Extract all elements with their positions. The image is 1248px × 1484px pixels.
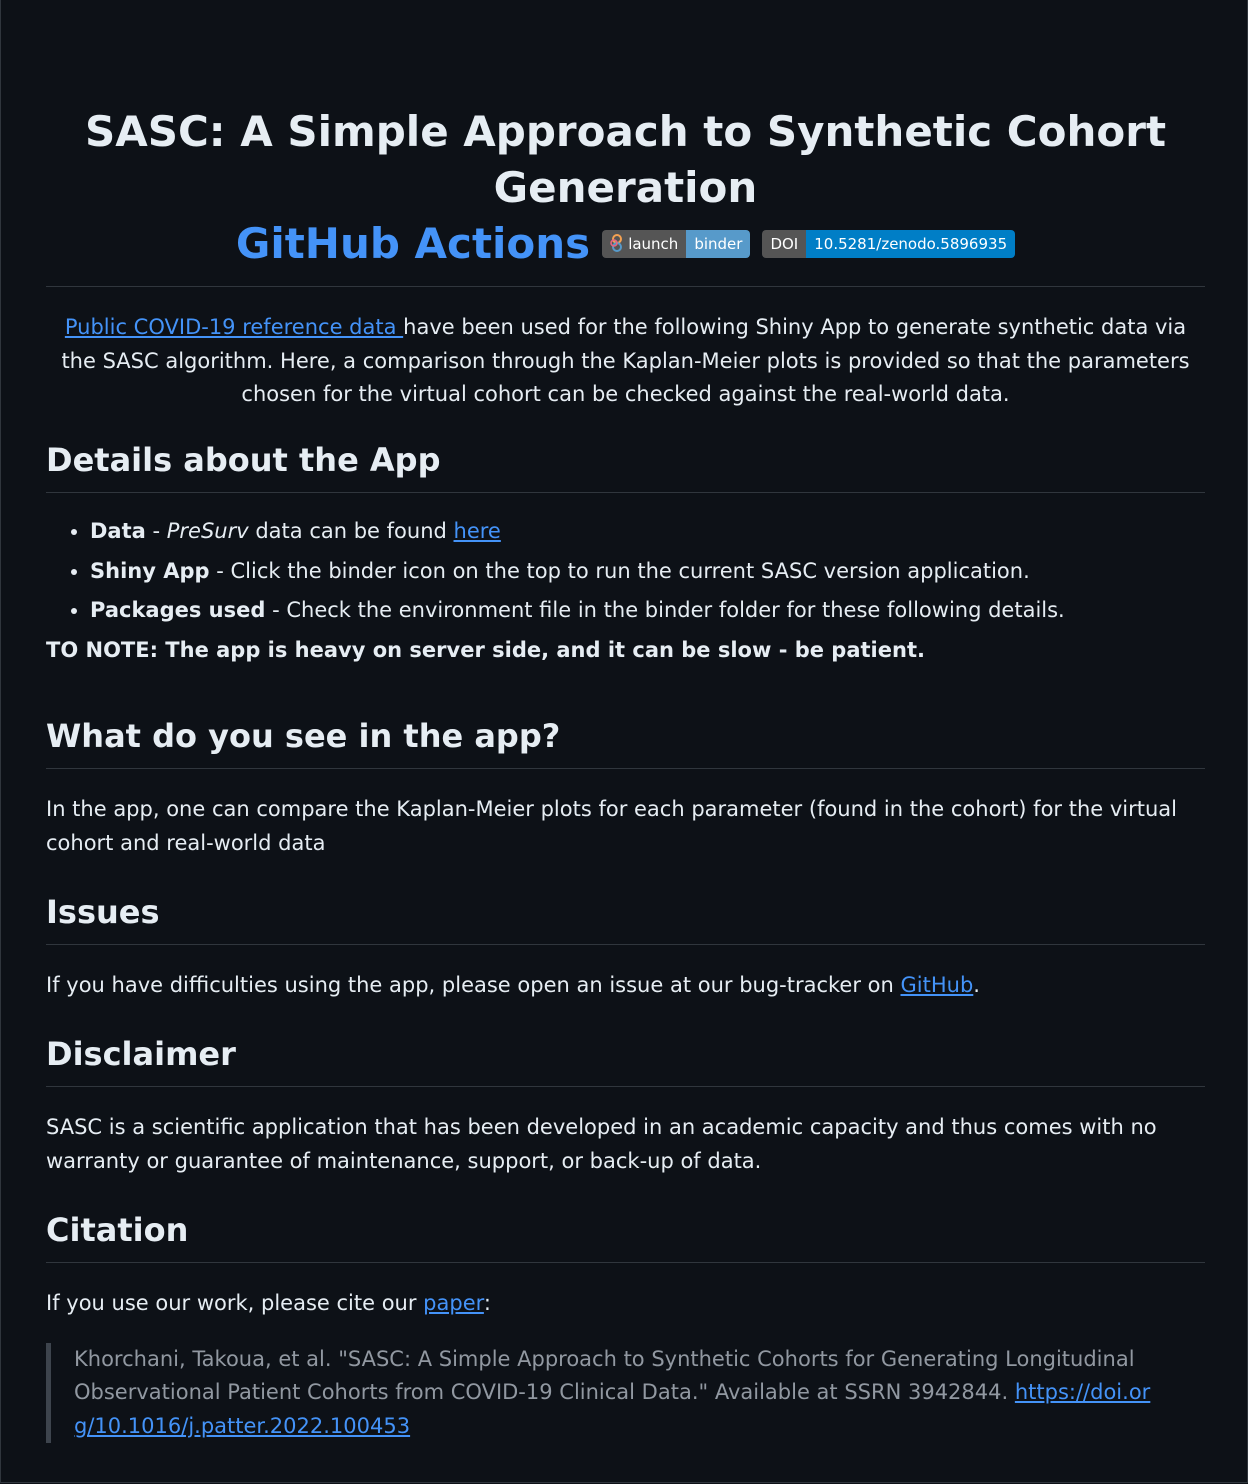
details-item-sep: - (265, 598, 287, 622)
binder-logo-icon (610, 234, 624, 252)
details-item-em: PreSurv (166, 519, 249, 543)
citation-after: : (483, 1291, 491, 1315)
doi-badge[interactable] (762, 230, 1015, 258)
details-item-sep: - (209, 558, 231, 583)
doi-badge-left: DOI (762, 230, 806, 258)
citation-paragraph (46, 1287, 1205, 1321)
doi-link[interactable]: https://doi.org/10.1016/j.patter.2022.100453 (74, 1380, 1151, 1438)
paper-link[interactable]: paper (423, 1291, 484, 1315)
page-title: SASC: A Simple Approach to Synthetic Cohort Generation (84, 107, 1167, 212)
github-actions-link[interactable]: GitHub Actions (235, 219, 591, 268)
disclaimer-heading: Disclaimer (46, 1034, 1205, 1087)
doi-badge-right: 10.5281/zenodo.5896935 (806, 230, 1015, 258)
citation-quote (46, 1343, 1154, 1444)
presurv-data-link[interactable]: here (453, 519, 501, 543)
issues-heading: Issues (46, 892, 1205, 945)
intro-paragraph (46, 311, 1205, 412)
covid-reference-data-link[interactable]: Public COVID-19 reference data (64, 315, 404, 339)
issues-text: If you have difficulties using the app, please open an issue at our bug-tracker on (46, 973, 901, 997)
details-item-text: Check the environment file in the binder folder for these following details. (286, 598, 1065, 622)
what-text: In the app, one can compare the Kaplan-Meier plots for each parameter (found in the cohort) for the virtual cohort and real-world data (46, 797, 1178, 855)
intro-text: have been used for the following Shiny App to generate synthetic data via the SASC algorithm. Here, a comparison through the Kaplan-Meier plots is provided so that the parameters chosen for the virtual cohort can be checked against the real-world data. (61, 315, 1190, 406)
details-heading: Details about the App (46, 440, 1205, 493)
badge-row (46, 216, 1205, 287)
list-item (90, 594, 1205, 628)
binder-badge[interactable] (602, 230, 750, 258)
binder-badge-right: binder (686, 230, 750, 258)
details-item-label: Packages used (90, 598, 266, 622)
issues-paragraph (46, 969, 1205, 1003)
markdown-body (46, 0, 1205, 1438)
citation-section (46, 1210, 1205, 1443)
citation-text: If you use our work, please cite our (46, 1291, 424, 1315)
details-section (46, 440, 1205, 662)
disclaimer-section (46, 1034, 1205, 1178)
details-item-label: Shiny App (90, 558, 210, 583)
details-item-text: Click the binder icon on the top to run the current SASC version application. (230, 558, 1030, 583)
citation-heading: Citation (46, 1210, 1205, 1263)
list-item (90, 555, 1205, 589)
list-item (90, 515, 1205, 549)
details-list (46, 515, 1205, 628)
disclaimer-text: SASC is a scientific application that has been developed in an academic capacity and thus comes with no warranty or guarantee of maintenance, support, or back-up of data. (46, 1115, 1157, 1173)
what-section (46, 716, 1205, 860)
what-heading: What do you see in the app? (46, 716, 1205, 769)
github-issues-link[interactable]: GitHub (900, 973, 974, 997)
binder-badge-left (602, 230, 686, 258)
binder-badge-left-text: launch (628, 235, 679, 253)
details-item-sep: - (145, 519, 167, 543)
details-item-text: data can be found (248, 519, 454, 543)
note-text: TO NOTE: The app is heavy on server side, and it can be slow - be patient. (46, 637, 925, 662)
issues-after: . (973, 973, 980, 997)
citation-quote-text: Khorchani, Takoua, et al. "SASC: A Simple Approach to Synthetic Cohorts for Generating Longitudinal Observational Patient Cohorts from COVID-19 Clinical Data." Available at SSRN 3942844. (74, 1346, 1135, 1404)
issues-section (46, 892, 1205, 1003)
details-item-label: Data (90, 519, 146, 543)
